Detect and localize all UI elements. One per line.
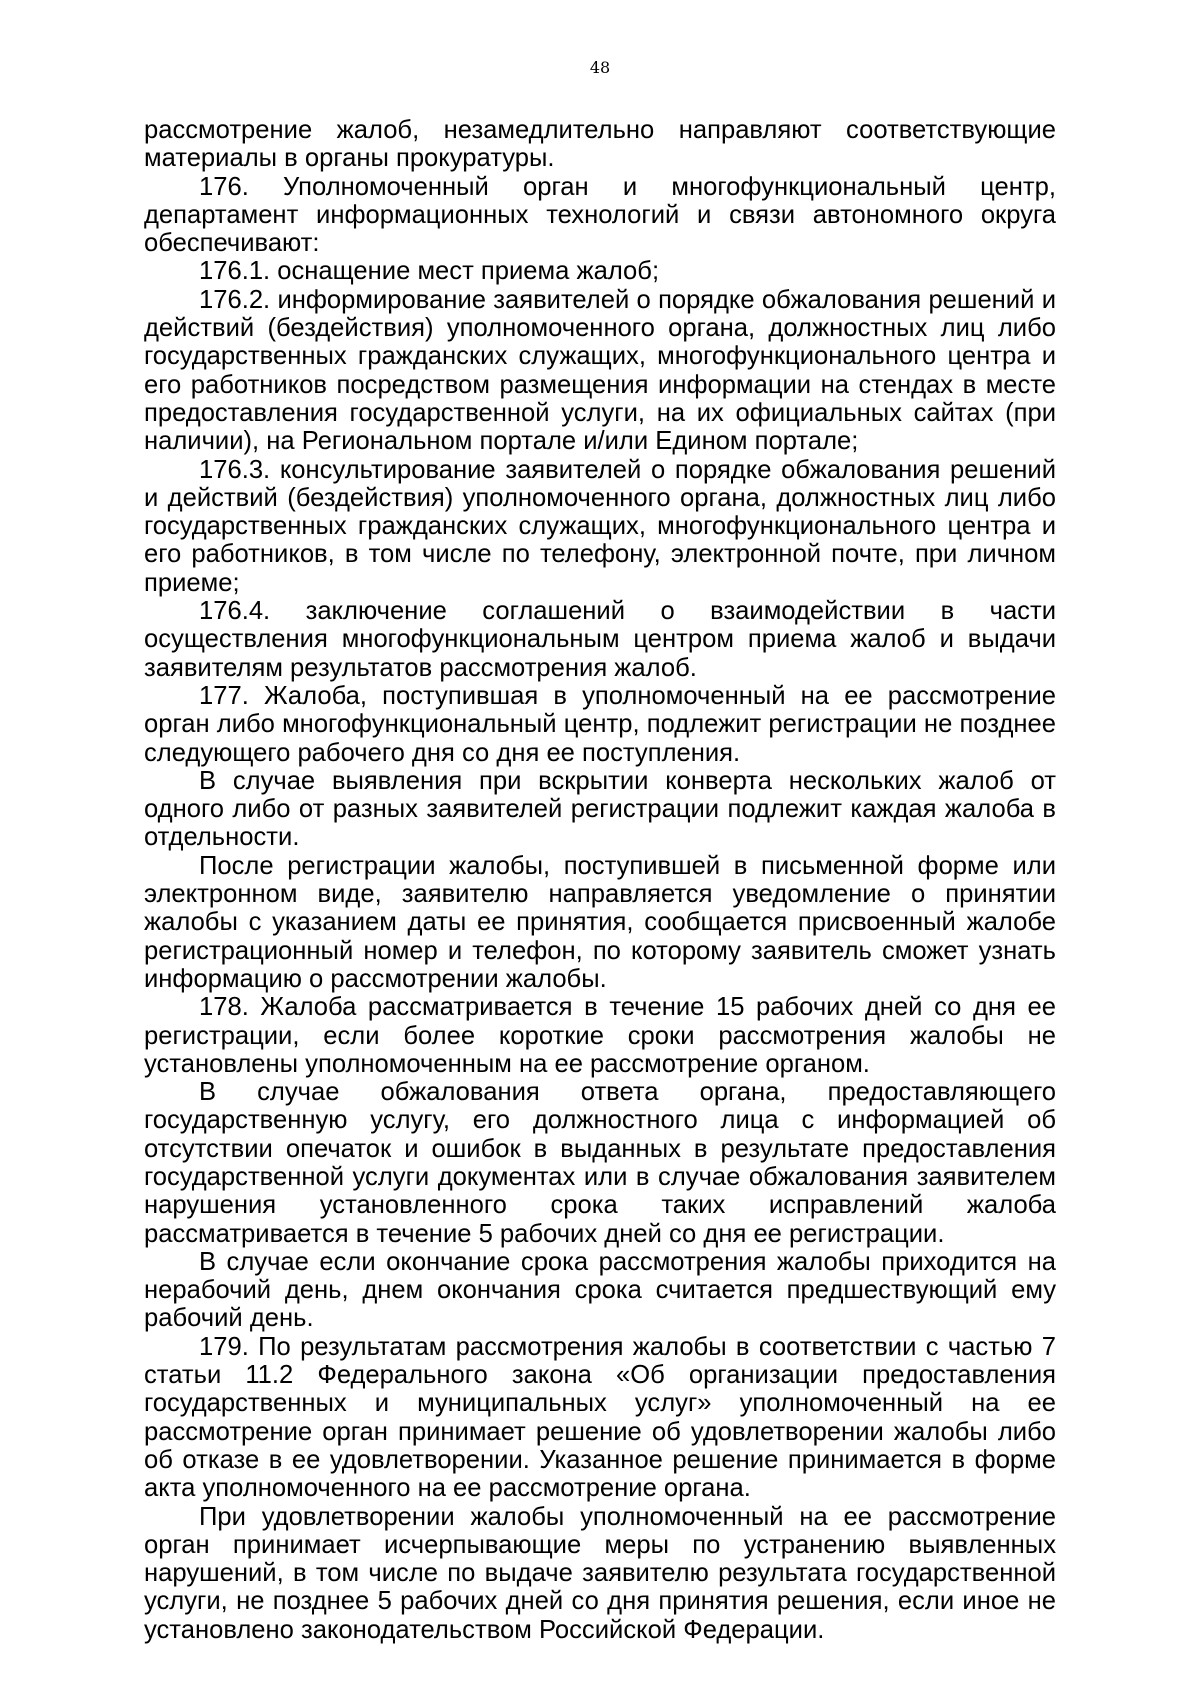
paragraph-178-nonworking-day: В случае если окончание срока рассмотрения жалобы приходится на нерабочий день, днем окончания срока считается предшествующий ему рабочий день. bbox=[144, 1247, 1056, 1333]
paragraph-continuation: рассмотрение жалоб, незамедлительно направляют соответствующие материалы в органы прокуратуры. bbox=[144, 116, 1056, 173]
paragraph-176-1: 176.1. оснащение мест приема жалоб; bbox=[199, 257, 660, 286]
paragraph-176-3: 176.3. консультирование заявителей о порядке обжалования решений и действий (бездействия) уполномоченного органа, должностных лиц либо государственных гражданских служащих, многофункционального центра и его работников, в том числе по телефону, электронной почте, при личном приеме; bbox=[144, 455, 1056, 597]
paragraph-176-4: 176.4. заключение соглашений о взаимодействии в части осуществления многофункциональным центром приема жалоб и выдачи заявителям результатов рассмотрения жалоб. bbox=[144, 597, 1056, 682]
paragraph-177-notification: После регистрации жалобы, поступившей в письменной форме или электронном виде, заявителю направляется уведомление о принятии жалобы с указанием даты ее принятия, сообщается присвоенный жалобе регистрационный номер и телефон, по которому заявитель сможет узнать информацию о рассмотрении жалобы. bbox=[144, 851, 1056, 993]
paragraph-176-2: 176.2. информирование заявителей о порядке обжалования решений и действий (бездействия) уполномоченного органа, должностных лиц либо государственных гражданских служащих, многофункционального центра и его работников посредством размещения информации на стендах в месте предоставления государственной услуги, на их официальных сайтах (при наличии), на Региональном портале и/или Едином портале; bbox=[144, 285, 1056, 456]
paragraph-177-multiple-complaints: В случае выявления при вскрытии конверта нескольких жалоб от одного либо от разных заявителей регистрации подлежит каждая жалоба в отдельности. bbox=[144, 766, 1056, 852]
paragraph-177: 177. Жалоба, поступившая в уполномоченный на ее рассмотрение орган либо многофункциональный центр, подлежит регистрации не позднее следующего рабочего дня со дня ее поступления. bbox=[144, 681, 1056, 767]
paragraph-179-satisfaction: При удовлетворении жалобы уполномоченный на ее рассмотрение орган принимает исчерпывающие меры по устранению выявленных нарушений, в том числе по выдаче заявителю результата государственной услуги, не позднее 5 рабочих дней со дня принятия решения, если иное не установлено законодательством Российской Федерации. bbox=[144, 1502, 1056, 1644]
paragraph-178: 178. Жалоба рассматривается в течение 15 рабочих дней со дня ее регистрации, если более короткие сроки рассмотрения жалобы не установлены уполномоченным на ее рассмотрение органом. bbox=[144, 993, 1056, 1078]
page-number: 48 bbox=[589, 58, 611, 77]
document-body bbox=[144, 116, 1056, 1644]
paragraph-178-typo-appeal: В случае обжалования ответа органа, предоставляющего государственную услугу, его должностного лица с информацией об отсутствии опечаток и ошибок в выданных в результате предоставления государственной услуги документах или в случае обжалования заявителем нарушения установленного срока таких исправлений жалоба рассматривается в течение 5 рабочих дней со дня ее регистрации. bbox=[144, 1078, 1056, 1248]
paragraph-176: 176. Уполномоченный орган и многофункциональный центр, департамент информационных технологий и связи автономного округа обеспечивают: bbox=[144, 172, 1056, 258]
paragraph-179: 179. По результатам рассмотрения жалобы в соответствии с частью 7 статьи 11.2 Федерального закона «Об организации предоставления государственных и муниципальных услуг» уполномоченный на ее рассмотрение орган принимает решение об удовлетворении жалобы либо об отказе в ее удовлетворении. Указанное решение принимается в форме акта уполномоченного на ее рассмотрение органа. bbox=[144, 1332, 1056, 1503]
